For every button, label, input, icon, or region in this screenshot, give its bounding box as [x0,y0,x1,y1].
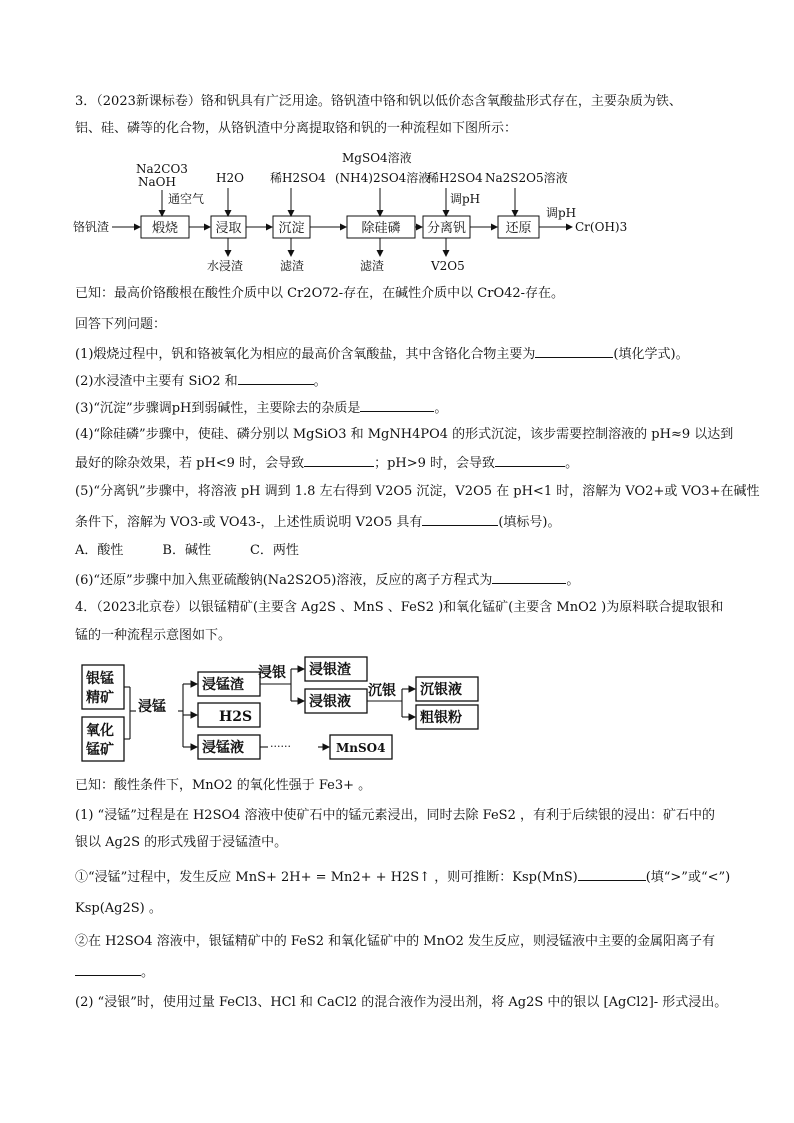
q3-part6 [75,570,725,590]
reagent-dilute-h2so4-b: 稀H2SO4 [427,171,483,185]
q3-part5-blank[interactable] [422,512,498,526]
reagent-dilute-h2so4-a: 稀H2SO4 [270,171,326,185]
q3-answer-prompt: 回答下列问题： [75,317,167,332]
q3-intro-line2: 铝、硅、磷等的化合物，从铬钒渣中分离提取铬和钒的一种流程如下图所示： [75,121,518,136]
out-slag-b: 滤渣 [360,259,385,273]
q4-part2: (2) “浸银”时，使用过量 FeCl3、HCl 和 CaCl2 的混合液作为浸出剂，将 Ag2S 中的银以 [AgCl2]- 形式浸出。 [75,995,728,1010]
flow-box-label-3: 除硅磷 [361,221,401,236]
q3-part4-blank-a[interactable] [304,453,374,467]
q3-part1-tail: (填化学式)。 [613,347,689,362]
box-h2s: H2S [219,709,253,725]
reagent-h2o: H2O [216,171,244,185]
q3-known: 已知：最高价铬酸根在酸性介质中以 Cr2O72-存在，在碱性介质中以 CrO42-存在。 [75,286,565,301]
q3-part3-text: (3)“沉淀”步骤调pH到弱碱性，主要除去的杂质是 [75,401,361,416]
out-slag-a: 滤渣 [280,259,305,273]
step-leach-ag: 浸银 [258,665,286,681]
q4-part1b-blank[interactable] [75,962,141,976]
dots: ······ [270,740,291,753]
reagent-mgso4: MgSO4溶液 [342,151,412,165]
q4-flow-diagram [78,655,498,770]
flow-box-label-2: 沉淀 [278,221,305,236]
q3-part5-text-b: (填标号)。 [498,515,561,530]
q4-part1a-text: ①“浸锰”过程中，发生反应 MnS+ 2H+ = Mn2+ + H2S↑ ，则可推断：Ksp(MnS) [75,870,578,885]
out-water-slag: 水浸渣 [207,259,244,273]
q4-part1-line1: (1) “浸锰”过程是在 H2SO4 溶液中使矿石中的锰元素浸出，同时去除 FeS2 ，有利于后续银的浸出：矿石中的 [75,808,715,823]
q3-part5-line2 [75,512,725,532]
flow-box-label-4: 分离钒 [426,221,467,236]
q3-part5-text-a: 条件下，溶解为 VO3-或 VO43-，上述性质说明 V2O5 具有 [75,515,423,530]
q3-part4-line2 [75,453,725,473]
reagent-na2s2o5: Na2S2O5溶液 [485,171,568,185]
q3-intro-line1: 3．（2023新课标卷）铬和钒具有广泛用途。铬钒渣中铬和钒以低价态含氧酸盐形式存在，主要杂质为铁、 [75,94,682,109]
flow-end-label: Cr(OH)3 [575,220,628,234]
q3-part4-text-b: ；pH>9 时，会导致 [374,456,496,471]
flow-box-label-5: 还原 [505,221,532,236]
q4-part1a [75,867,731,887]
out-v2o5: V2O5 [431,259,465,273]
q3-part6-tail: 。 [566,573,580,588]
q3-part2-tail: 。 [313,374,327,389]
q4-part1b-tail: 。 [141,965,155,980]
q4-known: 已知：酸性条件下，MnO2 的氧化性强于 Fe3+ 。 [75,778,372,793]
q3-part2-blank[interactable] [238,371,314,385]
q3-flow-diagram [70,148,730,278]
reagent-adjust-ph-a: 调pH [450,192,481,206]
q3-part4-blank-b[interactable] [495,453,565,467]
q4-part1-line2: 银以 Ag2S 的形式残留于浸锰渣中。 [75,835,288,850]
q3-part6-text: (6)“还原”步骤中加入焦亚硫酸钠(Na2S2O5)溶液，反应的离子方程式为 [75,573,493,588]
box-mnso4: MnSO4 [336,741,386,755]
reagent-naoh: NaOH [138,175,176,189]
box-mn-residue: 浸锰渣 [202,677,244,693]
q3-part3-blank[interactable] [360,398,434,412]
q4-intro-line1: 4．（2023北京卷）以银锰精矿(主要含 Ag2S 、MnS 、FeS2 )和氧化锰矿(主要含 MnO2 )为原料联合提取银和 [75,600,724,615]
box-ag-residue: 浸银渣 [309,662,351,678]
ore1-line2: 精矿 [86,690,114,706]
q4-part1a-tail: (填“>”或“<”) [645,870,731,885]
box-crude-ag: 粗银粉 [420,710,462,726]
reagent-adjust-ph-b: 调pH [546,206,577,220]
q3-part3-tail: 。 [434,401,448,416]
q3-part1-blank[interactable] [535,344,613,358]
q3-part1-text: (1)煅烧过程中，钒和铬被氧化为相应的最高价含氧酸盐，其中含铬化合物主要为 [75,347,536,362]
reagent-air: 通空气 [168,192,205,206]
q3-part1 [75,344,725,364]
q4-intro-line2: 锰的一种流程示意图如下。 [75,628,232,643]
q3-part4-text-a: 最好的除杂效果，若 pH<9 时，会导致 [75,456,305,471]
flow-start-label: 铬钒渣 [73,220,110,234]
q3-part4-line1: (4)“除硅磷”步骤中，使硅、磷分别以 MgSiO3 和 MgNH4PO4 的形式沉淀，该步需要控制溶液的 pH≈9 以达到 [75,427,734,442]
ore2-line1: 氧化 [86,723,114,739]
reagent-na2co3: Na2CO3 [136,162,188,176]
q3-part5-options: A．酸性 B．碱性 C．两性 [75,543,299,558]
flow-box-label-0: 煅烧 [151,221,179,236]
q3-part6-blank[interactable] [492,570,566,584]
step-leach-mn: 浸锰 [138,699,166,715]
box-mn-liquor: 浸锰液 [202,740,244,756]
box-precip-liquor: 沉银液 [420,682,462,698]
q3-part2-text: (2)水浸渣中主要有 SiO2 和 [75,374,238,389]
ore2-line2: 锰矿 [86,742,114,758]
q4-part1b-line1: ②在 H2SO4 溶液中，银锰精矿中的 FeS2 和氧化锰矿中的 MnO2 发生反应，则浸锰液中主要的金属阳离子有 [75,934,716,949]
q3-part3 [75,398,725,418]
q4-part1a-blank[interactable] [578,867,646,881]
step-precip-ag: 沉银 [368,683,396,699]
flow-box-label-1: 浸取 [215,221,242,236]
q3-part5-line1: (5)“分离钒”步骤中，将溶液 pH 调到 1.8 左右得到 V2O5 沉淀，V2O5 在 pH<1 时，溶解为 VO2+或 VO3+在碱性 [75,484,760,499]
ore1-line1: 银锰 [86,671,114,687]
box-ag-liquor: 浸银液 [309,694,351,710]
q4-part1a-line2: Ksp(Ag2S) 。 [75,901,162,916]
q3-part4-text-c: 。 [565,456,579,471]
q4-part1b-line2 [75,962,725,982]
q3-part2 [75,371,725,391]
reagent-nh4so4: (NH4)2SO4溶液 [335,171,431,185]
